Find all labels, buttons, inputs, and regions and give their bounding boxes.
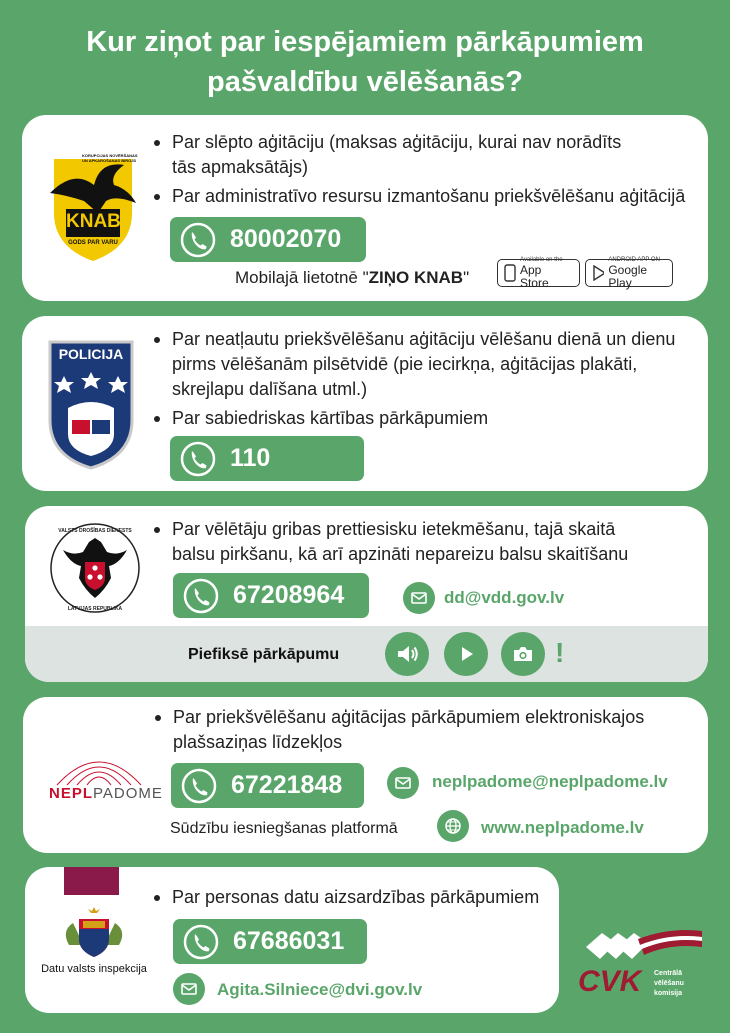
video-record-button[interactable] [444,632,488,676]
dvi-email-link[interactable]: Agita.Silniece@dvi.gov.lv [217,980,423,999]
knab-bullet-1 [152,130,642,180]
app-store-big: App Store [519,262,549,290]
knab-bullet-list [152,130,697,213]
google-play-text [608,257,666,290]
nepl-bullet-1 [153,705,673,755]
photo-record-button[interactable] [501,632,545,676]
knab-app-suffix: " [463,268,470,287]
title-line-1: Kur ziņot par iespējamiem pārkāpumiem [86,26,644,58]
vdd-logo [45,516,145,620]
policija-logo [46,338,136,470]
record-band [25,626,708,682]
nepl-logo [43,747,163,807]
vdd-phone-button[interactable] [173,573,369,618]
nepl-logo-a: NEPL [49,785,94,802]
dvi-bullet-list [152,885,552,914]
nepl-logo-text [49,785,163,802]
policija-bullet-1-text: Par neatļautu priekšvēlēšanu aģitāciju vēlēšanu dienā un dienu pirms vēlēšanām pilsētvidē (pie iecirkņa, aģitācijas plakāti, skrejlapu dalīšana utml.) [172,329,676,399]
nepl-platform-label: Sūdzību iesniegšanas platformā [170,820,398,837]
knab-app-prefix: Mobilajā lietotnē " [235,268,369,287]
nepl-website-link[interactable]: www.neplpadome.lv [481,818,644,837]
cvk-line-3: komisija [654,990,683,997]
policija-bullet-2 [152,406,697,431]
knab-bullet-1-text: Par slēpto aģitāciju (maksas aģitāciju, kurai nav norādīts tās apmaksātājs) [172,132,622,177]
nepl-email-link[interactable]: neplpadome@neplpadome.lv [432,772,668,791]
audio-record-button[interactable] [385,632,429,676]
knab-card [22,115,708,301]
nepl-card [23,697,708,853]
vdd-bullet-list [152,517,662,571]
knab-logo-motto: GODS PAR VARU [68,240,118,246]
google-play-small: ANDROID APP ON [608,256,660,263]
dvi-bullet-1-text: Par personas datu aizsardzības pārkāpumiem [172,887,540,907]
email-icon [387,767,419,799]
policija-phone-button[interactable] [170,436,364,481]
policija-bullet-2-text: Par sabiedriskas kārtības pārkāpumiem [172,408,489,428]
phone-icon [180,222,216,258]
nepl-bullet-list [153,705,673,759]
knab-app-name: ZIŅO KNAB [368,268,464,287]
vdd-logo-top: VALSTS DROŠĪBAS DIENESTS [58,528,132,534]
speaker-icon [394,641,420,667]
vdd-bullet-1 [152,517,662,567]
broadcast-arcs-icon [43,747,155,787]
vdd-phone-number: 67208964 [233,581,345,609]
phone-device-icon [504,264,516,282]
exclamation-mark: ! [555,637,565,668]
knab-phone-number: 80002070 [230,225,342,253]
dvi-phone-button[interactable] [173,919,367,964]
title-line-2: pašvaldību vēlēšanās? [207,66,523,98]
cvk-logo [578,925,708,1007]
coat-of-arms-icon [39,905,149,961]
dvi-bullet-1 [152,885,552,910]
cvk-logo-caption [654,969,684,999]
knab-bullet-2-text: Par administratīvo resursu izmantošanu priekšvēlēšanu aģitācijā [172,186,686,206]
email-icon [173,973,205,1005]
phone-icon [180,441,216,477]
vdd-logo-bottom: LATVIJAS REPUBLIKA [67,606,123,612]
nepl-logo-b: PADOME [93,785,163,802]
knab-logo [44,151,142,263]
vdd-card [25,506,708,682]
dvi-maroon-tab [64,867,119,895]
policija-phone-number: 110 [230,444,271,472]
phone-icon [183,578,219,614]
cvk-line-2: vēlēšanu [654,980,684,987]
play-icon [455,643,477,665]
google-play-badge[interactable] [585,256,673,290]
email-icon [403,582,435,614]
nepl-bullet-1-text: Par priekšvēlēšanu aģitācijas pārkāpumiem elektroniskajos plašsaziņas līdzekļos [173,707,645,752]
knab-phone-button[interactable] [170,217,366,262]
record-label: Piefiksē pārkāpumu [188,646,340,663]
knab-app-text [235,268,469,288]
nepl-phone-number: 67221848 [231,771,343,799]
dvi-logo-caption: Datu valsts inspekcija [41,963,147,975]
policija-bullet-list [152,327,697,435]
page-title [0,22,730,102]
dvi-card [25,867,559,1013]
google-play-big: Google Play [608,262,648,290]
camera-icon [511,643,535,665]
policija-logo-text: POLICIJA [58,346,124,362]
dvi-logo [39,905,149,975]
app-store-badge[interactable] [497,256,580,290]
vdd-email-link[interactable]: dd@vdd.gov.lv [444,588,565,607]
app-store-text [520,257,573,290]
play-store-icon [592,265,604,281]
knab-logo-name: KNAB [66,211,121,232]
cvk-logo-letters: CVK [578,965,642,998]
nepl-phone-button[interactable] [171,763,364,808]
policija-card [22,316,708,491]
knab-logo-ring-text: KORUPCIJAS NOVĒRŠANAS UN APKAROŠANAS BIROJS [82,153,138,163]
cvk-line-1: Centrālā [654,970,683,977]
globe-icon [437,810,469,842]
dvi-phone-number: 67686031 [233,927,345,955]
phone-icon [183,924,219,960]
vdd-bullet-1-text: Par vēlētāju gribas prettiesisku ietekmēšanu, tajā skaitā balsu pirkšanu, kā arī apzināti nepareizu balsu skaitīšanu [172,519,629,564]
policija-bullet-1 [152,327,697,402]
phone-icon [181,768,217,804]
knab-bullet-2 [152,184,697,209]
app-store-small: Available on the [519,256,563,263]
